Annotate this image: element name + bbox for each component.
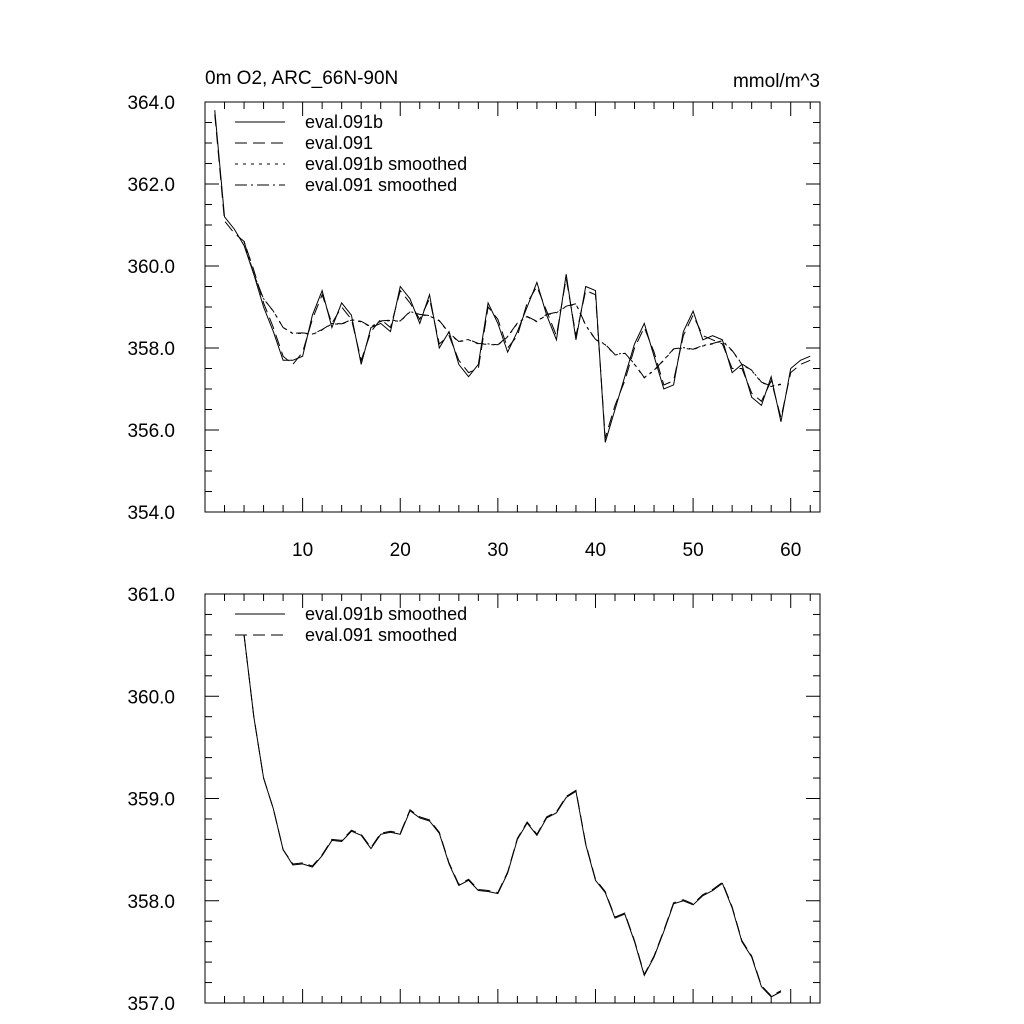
bottom-panel — [127, 585, 820, 1015]
x-tick-label: 20 — [389, 540, 411, 561]
x-tick-label: 60 — [780, 540, 802, 561]
legend-label: eval.091b smoothed — [305, 154, 468, 174]
legend-label: eval.091 smoothed — [305, 625, 458, 645]
y-tick-label: 358.0 — [127, 339, 175, 360]
plot-frame — [205, 594, 820, 1003]
series-line-eval-091-smoothed — [244, 635, 781, 996]
y-tick-label: 359.0 — [127, 789, 175, 811]
x-tick-label: 10 — [292, 540, 314, 561]
top-panel — [127, 68, 820, 561]
legend-label: eval.091 smoothed — [305, 175, 458, 195]
x-tick-label: 50 — [682, 540, 704, 561]
x-tick-label: 40 — [584, 540, 607, 561]
units-label: mmol/m^3 — [732, 71, 820, 92]
y-tick-label: 360.0 — [127, 687, 175, 709]
y-tick-label: 364.0 — [127, 93, 175, 114]
plot-frame — [205, 102, 820, 512]
y-tick-label: 354.0 — [127, 503, 175, 524]
legend-label: eval.091 — [305, 133, 374, 153]
y-tick-label: 357.0 — [127, 994, 175, 1015]
series-line-eval-091b-smoothed — [244, 241, 781, 386]
legend-label: eval.091b — [305, 112, 384, 132]
x-tick-label: 30 — [487, 540, 509, 561]
legend-label: eval.091b smoothed — [305, 604, 468, 624]
y-tick-label: 358.0 — [127, 891, 175, 913]
series-line-eval-091-smoothed — [244, 241, 781, 386]
y-tick-label: 360.0 — [127, 257, 175, 278]
y-tick-label: 361.0 — [127, 585, 175, 606]
chart-title: 0m O2, ARC_66N-90N — [205, 68, 399, 89]
series-line-eval-091b-smoothed — [244, 635, 781, 997]
y-tick-label: 356.0 — [127, 421, 175, 442]
y-tick-label: 362.0 — [127, 175, 175, 196]
